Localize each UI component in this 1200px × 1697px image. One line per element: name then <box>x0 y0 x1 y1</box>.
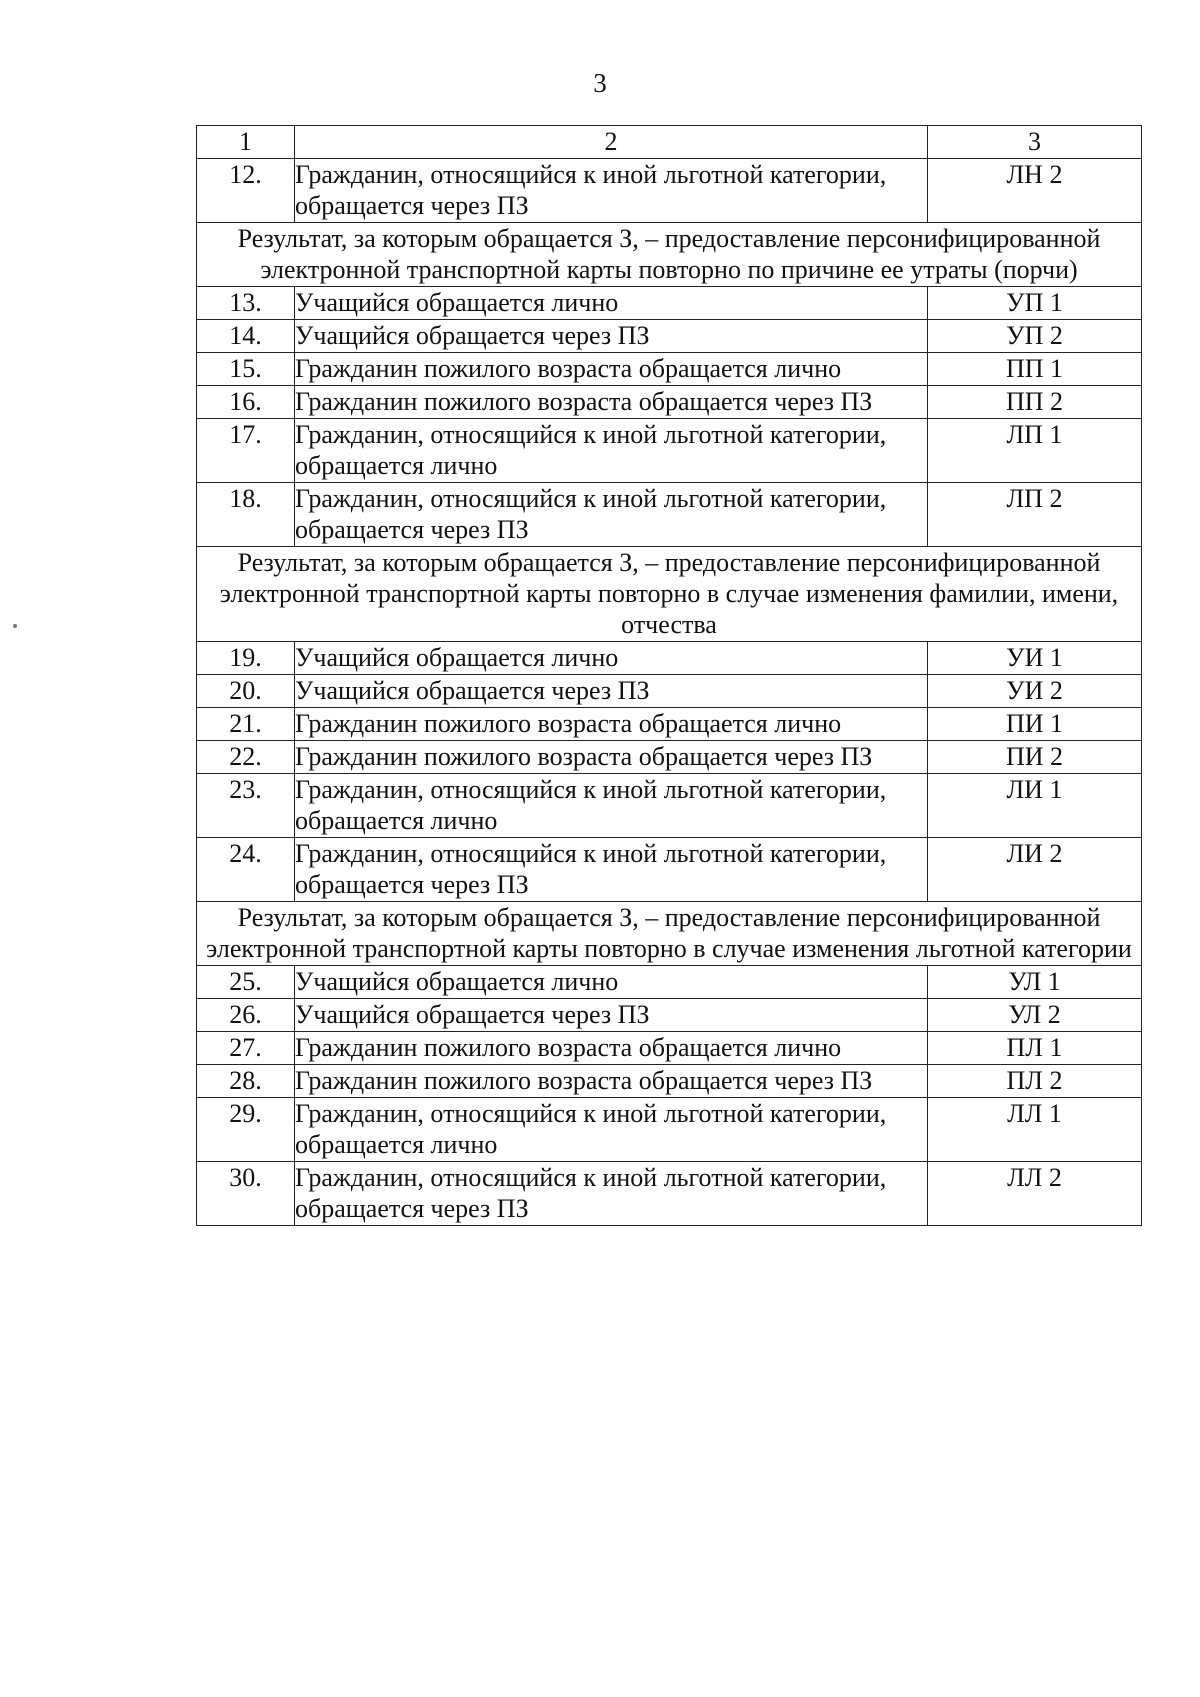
table-row <box>197 483 1142 547</box>
row-number-cell: 26. <box>197 999 295 1032</box>
row-description-cell: Гражданин, относящийся к иной льготной категории, обращается через ПЗ <box>295 838 928 902</box>
header-cell-description: 2 <box>295 126 928 159</box>
row-number-cell: 24. <box>197 838 295 902</box>
section-title: Результат, за которым обращается З, – предоставление персонифицированной электронной транспортной карты повторно по причине ее утраты (порчи) <box>197 223 1142 287</box>
row-number-cell: 12. <box>197 159 295 223</box>
row-description-cell: Учащийся обращается лично <box>295 642 928 675</box>
table-row <box>197 1098 1142 1162</box>
row-description-cell: Гражданин, относящийся к иной льготной категории, обращается лично <box>295 774 928 838</box>
row-code-cell: УЛ 1 <box>928 966 1142 999</box>
table-row <box>197 159 1142 223</box>
row-number-cell: 30. <box>197 1162 295 1226</box>
row-description-cell: Учащийся обращается через ПЗ <box>295 999 928 1032</box>
header-cell-code: 3 <box>928 126 1142 159</box>
row-number-cell: 19. <box>197 642 295 675</box>
page-number: 3 <box>593 68 607 98</box>
section-header-row <box>197 547 1142 642</box>
row-number-cell: 13. <box>197 287 295 320</box>
row-number-cell: 15. <box>197 353 295 386</box>
table-row <box>197 1065 1142 1098</box>
row-number-cell: 25. <box>197 966 295 999</box>
row-code-cell: ПИ 1 <box>928 708 1142 741</box>
table-row <box>197 1162 1142 1226</box>
table-row <box>197 1032 1142 1065</box>
table-row <box>197 320 1142 353</box>
row-code-cell: ЛЛ 2 <box>928 1162 1142 1226</box>
row-description-cell: Гражданин пожилого возраста обращается лично <box>295 1032 928 1065</box>
row-code-cell: ЛН 2 <box>928 159 1142 223</box>
row-number-cell: 18. <box>197 483 295 547</box>
row-number-cell: 14. <box>197 320 295 353</box>
row-code-cell: ЛП 2 <box>928 483 1142 547</box>
row-code-cell: ПЛ 1 <box>928 1032 1142 1065</box>
row-number-cell: 23. <box>197 774 295 838</box>
row-description-cell: Гражданин пожилого возраста обращается через ПЗ <box>295 1065 928 1098</box>
table-row <box>197 708 1142 741</box>
scan-speck <box>13 624 17 628</box>
row-description-cell: Гражданин, относящийся к иной льготной категории, обращается через ПЗ <box>295 159 928 223</box>
row-description-cell: Учащийся обращается через ПЗ <box>295 320 928 353</box>
row-code-cell: ЛЛ 1 <box>928 1098 1142 1162</box>
row-code-cell: УП 1 <box>928 287 1142 320</box>
row-description-cell: Учащийся обращается лично <box>295 966 928 999</box>
table-row <box>197 741 1142 774</box>
row-number-cell: 22. <box>197 741 295 774</box>
row-description-cell: Гражданин, относящийся к иной льготной категории, обращается через ПЗ <box>295 483 928 547</box>
row-code-cell: ЛИ 1 <box>928 774 1142 838</box>
row-number-cell: 27. <box>197 1032 295 1065</box>
row-number-cell: 20. <box>197 675 295 708</box>
row-description-cell: Гражданин пожилого возраста обращается через ПЗ <box>295 386 928 419</box>
table-row <box>197 838 1142 902</box>
row-description-cell: Гражданин пожилого возраста обращается через ПЗ <box>295 741 928 774</box>
table-row <box>197 419 1142 483</box>
table-row <box>197 353 1142 386</box>
row-description-cell: Гражданин, относящийся к иной льготной категории, обращается лично <box>295 1098 928 1162</box>
section-header-row <box>197 223 1142 287</box>
row-code-cell: ЛП 1 <box>928 419 1142 483</box>
table-row <box>197 642 1142 675</box>
row-code-cell: ПП 2 <box>928 386 1142 419</box>
table-row <box>197 386 1142 419</box>
section-header-row <box>197 902 1142 966</box>
section-title: Результат, за которым обращается З, – предоставление персонифицированной электронной транспортной карты повторно в случае изменения льготной категории <box>197 902 1142 966</box>
table-row <box>197 774 1142 838</box>
row-description-cell: Учащийся обращается лично <box>295 287 928 320</box>
row-description-cell: Гражданин, относящийся к иной льготной категории, обращается через ПЗ <box>295 1162 928 1226</box>
row-description-cell: Гражданин пожилого возраста обращается лично <box>295 708 928 741</box>
table-header-row <box>197 126 1142 159</box>
row-code-cell: УИ 1 <box>928 642 1142 675</box>
row-code-cell: ПИ 2 <box>928 741 1142 774</box>
classification-table <box>196 125 1142 1226</box>
row-code-cell: ПП 1 <box>928 353 1142 386</box>
row-code-cell: УЛ 2 <box>928 999 1142 1032</box>
row-number-cell: 16. <box>197 386 295 419</box>
header-cell-number: 1 <box>197 126 295 159</box>
row-number-cell: 29. <box>197 1098 295 1162</box>
row-number-cell: 17. <box>197 419 295 483</box>
row-code-cell: УИ 2 <box>928 675 1142 708</box>
section-title: Результат, за которым обращается З, – предоставление персонифицированной электронной транспортной карты повторно в случае изменения фамилии, имени, отчества <box>197 547 1142 642</box>
table-row <box>197 966 1142 999</box>
row-description-cell: Гражданин пожилого возраста обращается лично <box>295 353 928 386</box>
row-number-cell: 21. <box>197 708 295 741</box>
row-code-cell: ЛИ 2 <box>928 838 1142 902</box>
row-description-cell: Учащийся обращается через ПЗ <box>295 675 928 708</box>
row-description-cell: Гражданин, относящийся к иной льготной категории, обращается лично <box>295 419 928 483</box>
row-code-cell: УП 2 <box>928 320 1142 353</box>
table-body <box>197 126 1142 1226</box>
table-row <box>197 675 1142 708</box>
table-row <box>197 287 1142 320</box>
row-code-cell: ПЛ 2 <box>928 1065 1142 1098</box>
table-row <box>197 999 1142 1032</box>
row-number-cell: 28. <box>197 1065 295 1098</box>
